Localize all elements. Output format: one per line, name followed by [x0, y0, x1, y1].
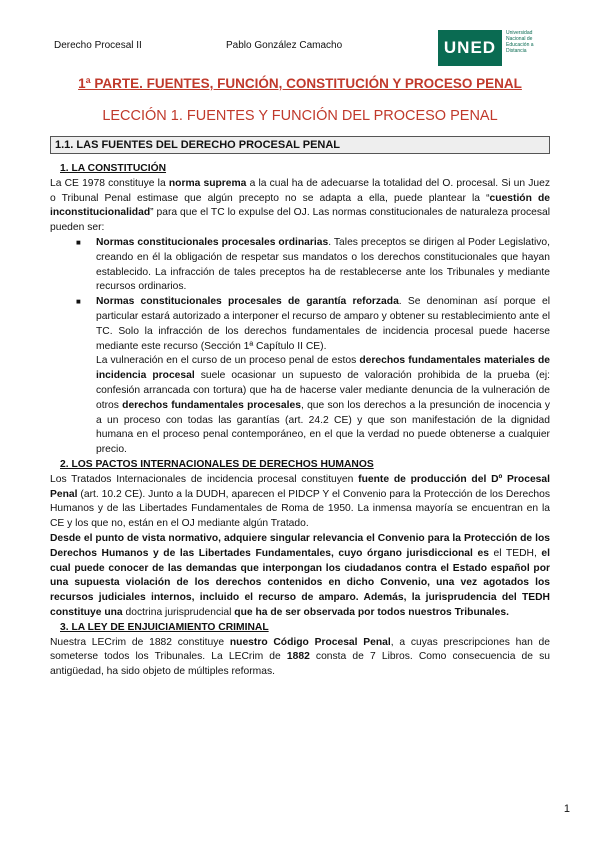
section-title: 1.1. LAS FUENTES DEL DERECHO PROCESAL PENAL	[50, 136, 550, 154]
paragraph-lecrim: Nuestra LECrim de 1882 constituye nuestro Código Procesal Penal, a cuyas prescripciones han de someterse todos los Tribunales. La LECrim de 1882 consta de 7 Libros. Como consecuencia de su antigüedad, ha sido objeto de múltiples reformas.	[50, 636, 550, 678]
lesson-title: LECCIÓN 1. FUENTES Y FUNCIÓN DEL PROCESO PENAL	[102, 108, 498, 124]
heading-lecrim: 3. LA LEY DE ENJUICIAMIENTO CRIMINAL	[60, 621, 269, 633]
logo-mark: UNED	[438, 30, 502, 66]
logo-subtitle: Universidad Nacional de Educación a Distancia	[506, 30, 534, 54]
list-item: ■ Normas constitucionales procesales de garantía reforzada. Se denominan así porque el particular estará autorizado a interponer el recurso de amparo y obtener su restablecimiento ante el TC. Solo la infracción de los derechos fundamentales de incidencia procesal puede hacerse mediante este recurso (Sección 1ª Capítulo II CE).	[76, 296, 550, 352]
author-name: Pablo González Camacho	[226, 40, 343, 51]
part-title: 1ª PARTE. FUENTES, FUNCIÓN, CONSTITUCIÓN Y PROCESO PENAL	[78, 76, 522, 91]
heading-constitucion: 1. LA CONSTITUCIÓN	[60, 163, 167, 174]
page-header	[50, 28, 550, 68]
paragraph-convenio: Desde el punto de vista normativo, adquiere singular relevancia el Convenio para la Protección de los Derechos Humanos y de las Libertades Fundamentales, cuyo órgano jurisdiccional es el TEDH, el cual puede conocer de las demandas que interpongan los ciudadanos contra el Estado español por una supuesta violación de los derechos contenidos en dicho Convenio, una vez agotados los recursos judiciales internos, incluido el recurso de amparo. Además, la jurisprudencia del TEDH constituye una doctrina jurisprudencial que ha de ser observada por todos nuestros Tribunales.	[50, 532, 550, 618]
heading-pactos: 2. LOS PACTOS INTERNACIONALES DE DERECHOS HUMANOS	[60, 458, 374, 470]
document-body	[50, 162, 550, 680]
square-bullet-icon: ■	[76, 297, 81, 307]
course-name: Derecho Procesal II	[54, 40, 142, 51]
page-number: 1	[563, 803, 570, 815]
norms-list	[50, 236, 550, 354]
list-item: ■ Normas constitucionales procesales ordinarias. Tales preceptos se dirigen al Poder Legislativo, creando en él la obligación de respetar sus mandatos o los derechos constitucionales que hayan establecido. La infracción de tales preceptos ha de restablecerse ante los Tribunales y mediante recursos ordinarios.	[76, 236, 551, 293]
uned-logo	[438, 30, 550, 66]
paragraph-constitucion: La CE 1978 constituye la norma suprema a la cual ha de adecuarse la totalidad del O. procesal. Si un Juez o Tribunal Penal estimase que algún precepto no se adapta a ella, puede plantear la “cuestión de inconstitucionalidad” para que el TC lo expulse del OJ. Las normas constitucionales de naturaleza procesal pueden ser:	[50, 177, 551, 234]
paragraph-tratados: Los Tratados Internacionales de incidencia procesal constituyen fuente de producción del Dº Procesal Penal (art. 10.2 CE). Junto a la DUDH, aparecen el PIDCP Y el Convenio para la Protección de los Derechos Humanos y de las Libertades Fundamentales de Roma de 1950. La inmensa mayoría se encuentran en la CE y los que no, están en el OJ mediante algún Tratado.	[50, 473, 550, 530]
paragraph-vulneracion: La vulneración en el curso de un proceso penal de estos derechos fundamentales materiales de incidencia procesal suele ocasionar un supuesto de valoración prohibida de la prueba (ej: confesión arrancada con tortura) que ha de hacerse valer mediante denuncia de la vulneración de otros derechos fundamentales procesales, que son los derechos a la presunción de inocencia y a un proceso con todas las garantías (art. 24.2 CE) y que son manifestación de la dignidad humana en el proceso penal contemporáneo, en el que la verdad no puede obtenerse a cualquier precio.	[96, 355, 551, 456]
square-bullet-icon: ■	[76, 237, 81, 247]
